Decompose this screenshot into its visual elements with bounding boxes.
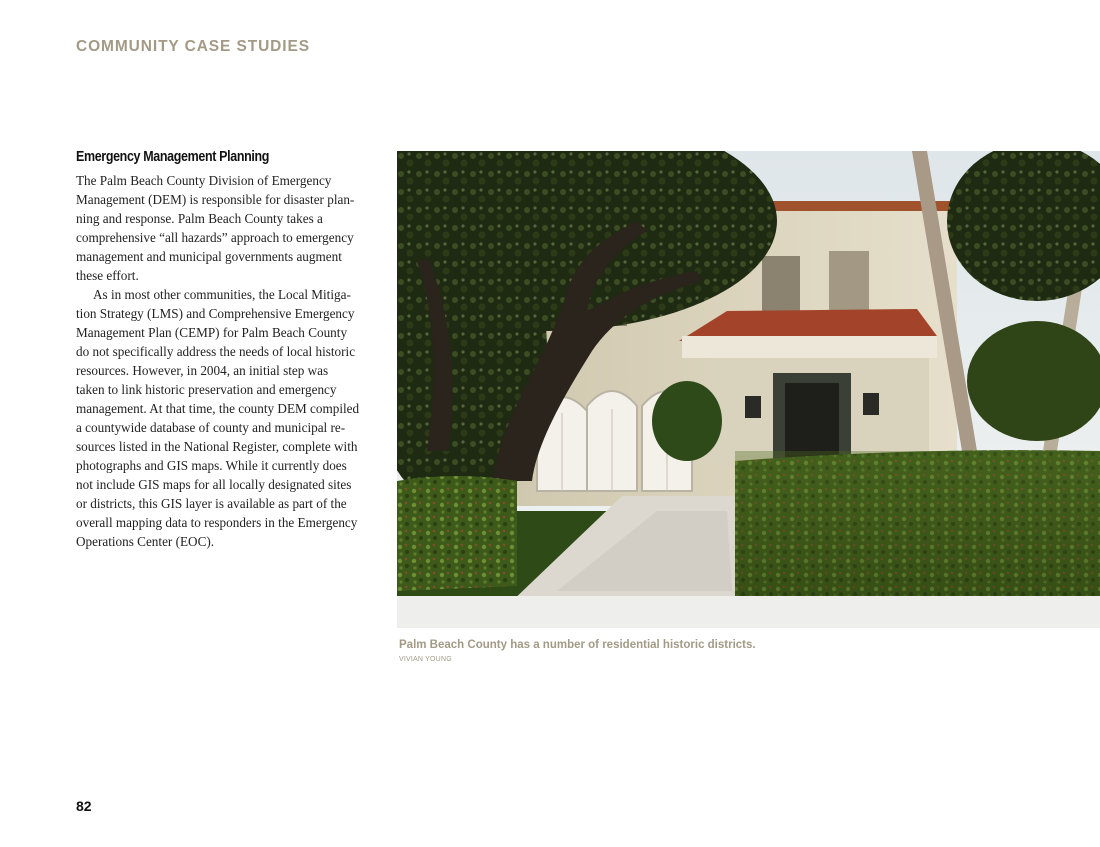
section-heading: Emergency Management Planning: [76, 149, 270, 165]
body-line: management. At that time, the county DEM compiled: [76, 401, 360, 416]
running-head: COMMUNITY CASE STUDIES: [76, 38, 310, 55]
body-line: Operations Center (EOC).: [76, 534, 215, 549]
body-line: these effort.: [76, 268, 139, 283]
body-line: not include GIS maps for all locally designated sites: [76, 477, 352, 492]
photo-credit: VIVIAN YOUNG: [399, 656, 452, 663]
page-number: 82: [76, 798, 92, 814]
body-line: comprehensive “all hazards” approach to emergency: [76, 230, 354, 245]
body-line: or districts, this GIS layer is available as part of the: [76, 496, 347, 511]
photo-caption: Palm Beach County has a number of residential historic districts.: [399, 639, 756, 651]
body-line: As in most other communities, the Local Mitiga-: [93, 287, 351, 302]
body-line: Management Plan (CEMP) for Palm Beach County: [76, 325, 348, 340]
body-line: resources. However, in 2004, an initial step was: [76, 363, 329, 378]
body-line: a countywide database of county and municipal re-: [76, 420, 346, 435]
body-line: taken to link historic preservation and emergency: [76, 382, 337, 397]
body-line: ning and response. Palm Beach County takes a: [76, 211, 323, 226]
body-line: overall mapping data to responders in the Emergency: [76, 515, 358, 530]
body-line: do not specifically address the needs of local historic: [76, 344, 356, 359]
body-line: photographs and GIS maps. While it currently does: [76, 458, 347, 473]
body-line: The Palm Beach County Division of Emergency: [76, 173, 332, 188]
body-line: management and municipal governments augment: [76, 249, 342, 264]
historic-house-photo: [397, 151, 1100, 628]
body-text: [76, 171, 376, 551]
body-line: tion Strategy (LMS) and Comprehensive Emergency: [76, 306, 355, 321]
body-line: sources listed in the National Register, complete with: [76, 439, 358, 454]
body-line: Management (DEM) is responsible for disaster plan-: [76, 192, 355, 207]
